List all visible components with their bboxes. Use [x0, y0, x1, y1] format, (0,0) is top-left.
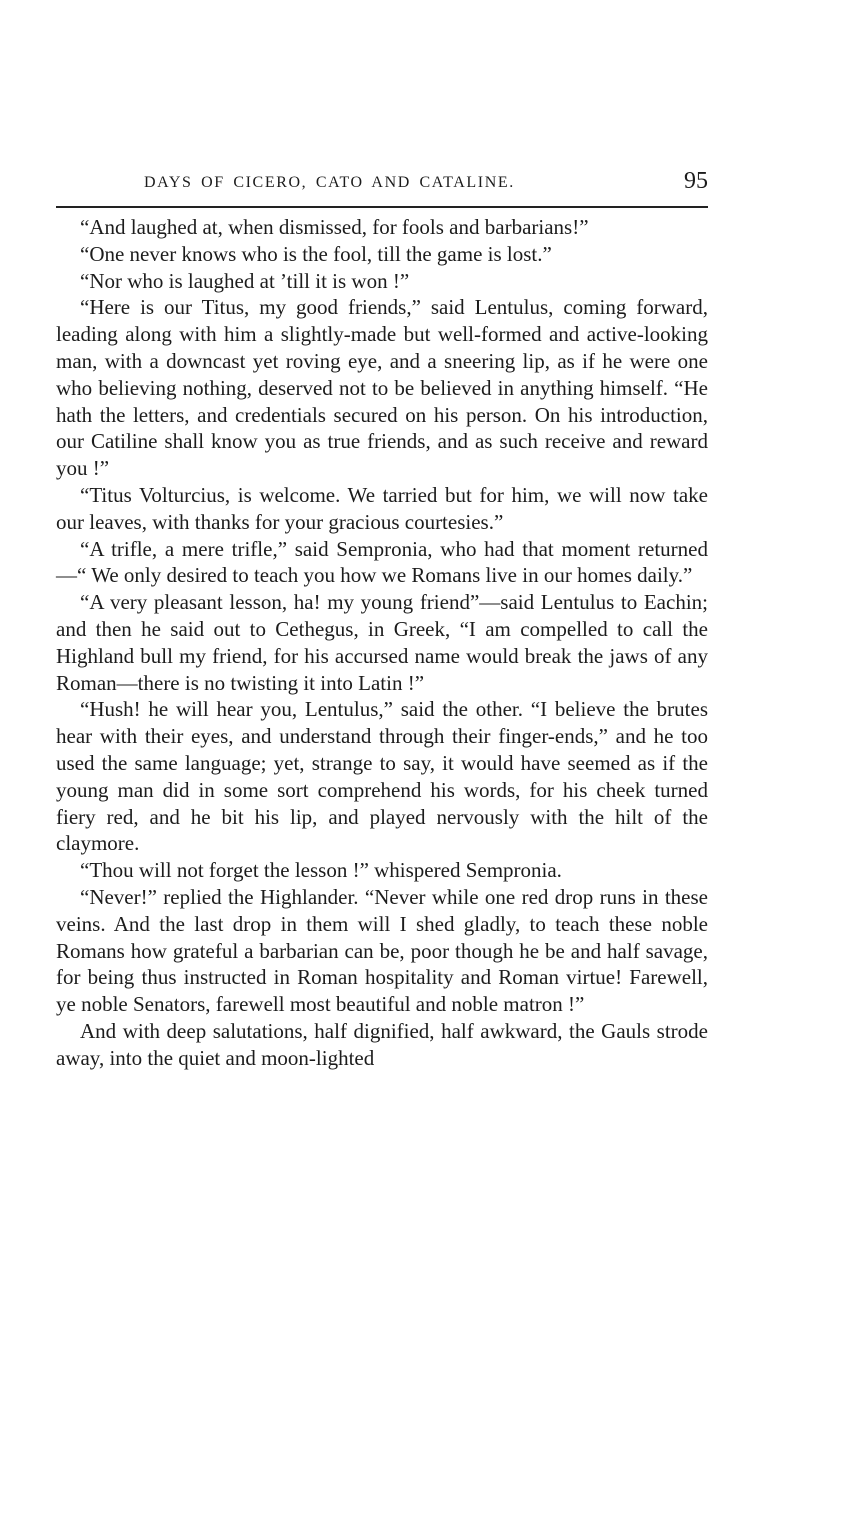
paragraph: And with deep salutations, half dignified, half awkward, the Gauls strode away, into the quiet and moon-lighted: [56, 1018, 708, 1070]
paragraph: “Titus Volturcius, is welcome. We tarried but for him, we will now take our leaves, with thanks for your gracious courtesies.”: [56, 482, 708, 534]
paragraph: “A trifle, a mere trifle,” said Sempronia, who had that moment returned—“ We only desired to teach you how we Romans live in our homes daily.”: [56, 536, 708, 588]
header-rule: [56, 206, 708, 208]
running-head: DAYS OF CICERO, CATO AND CATALINE.: [144, 174, 515, 191]
paragraph: “Here is our Titus, my good friends,” said Lentulus, coming forward, leading along with him a slightly-made but well-formed and active-looking man, with a downcast yet roving eye, and a sneering lip, as if he were one who believing nothing, deserved not to be believed in anything himself. “He hath the letters, and credentials secured on his person. On his introduction, our Catiline shall know you as true friends, and as such receive and reward you !”: [56, 295, 708, 481]
paragraph: “Never!” replied the Highlander. “Never while one red drop runs in these veins. And the last drop in them will I shed gladly, to teach these noble Romans how grateful a barbarian can be, poor though he be and half savage, for being thus instructed in Roman hospitality and Roman virtue! Farewell, ye noble Senators, farewell most beautiful and noble matron !”: [56, 884, 708, 1017]
body-text: [56, 214, 708, 1072]
paragraph: “Thou will not forget the lesson !” whispered Sempronia.: [80, 858, 562, 883]
paragraph: “A very pleasant lesson, ha! my young friend”—said Lentulus to Eachin; and then he said out to Cethegus, in Greek, “I am compelled to call the Highland bull my friend, for his accursed name would break the jaws of any Roman—there is no twisting it into Latin !”: [56, 590, 708, 695]
paragraph: “One never knows who is the fool, till the game is lost.”: [80, 241, 552, 266]
paragraph: “Hush! he will hear you, Lentulus,” said the other. “I believe the brutes hear with their eyes, and understand through their finger-ends,” and he too used the same language; yet, strange to say, it would have seemed as if the young man did in some sort comprehend his words, for his cheek turned fiery red, and he bit his lip, and played nervously with the hilt of the claymore.: [56, 697, 708, 856]
page-header: [56, 168, 708, 204]
book-page: [56, 168, 708, 1072]
paragraph: “Nor who is laughed at ’till it is won !”: [80, 268, 410, 293]
paragraph: “And laughed at, when dismissed, for fools and barbarians!”: [80, 215, 589, 239]
page-number: 95: [684, 168, 708, 194]
